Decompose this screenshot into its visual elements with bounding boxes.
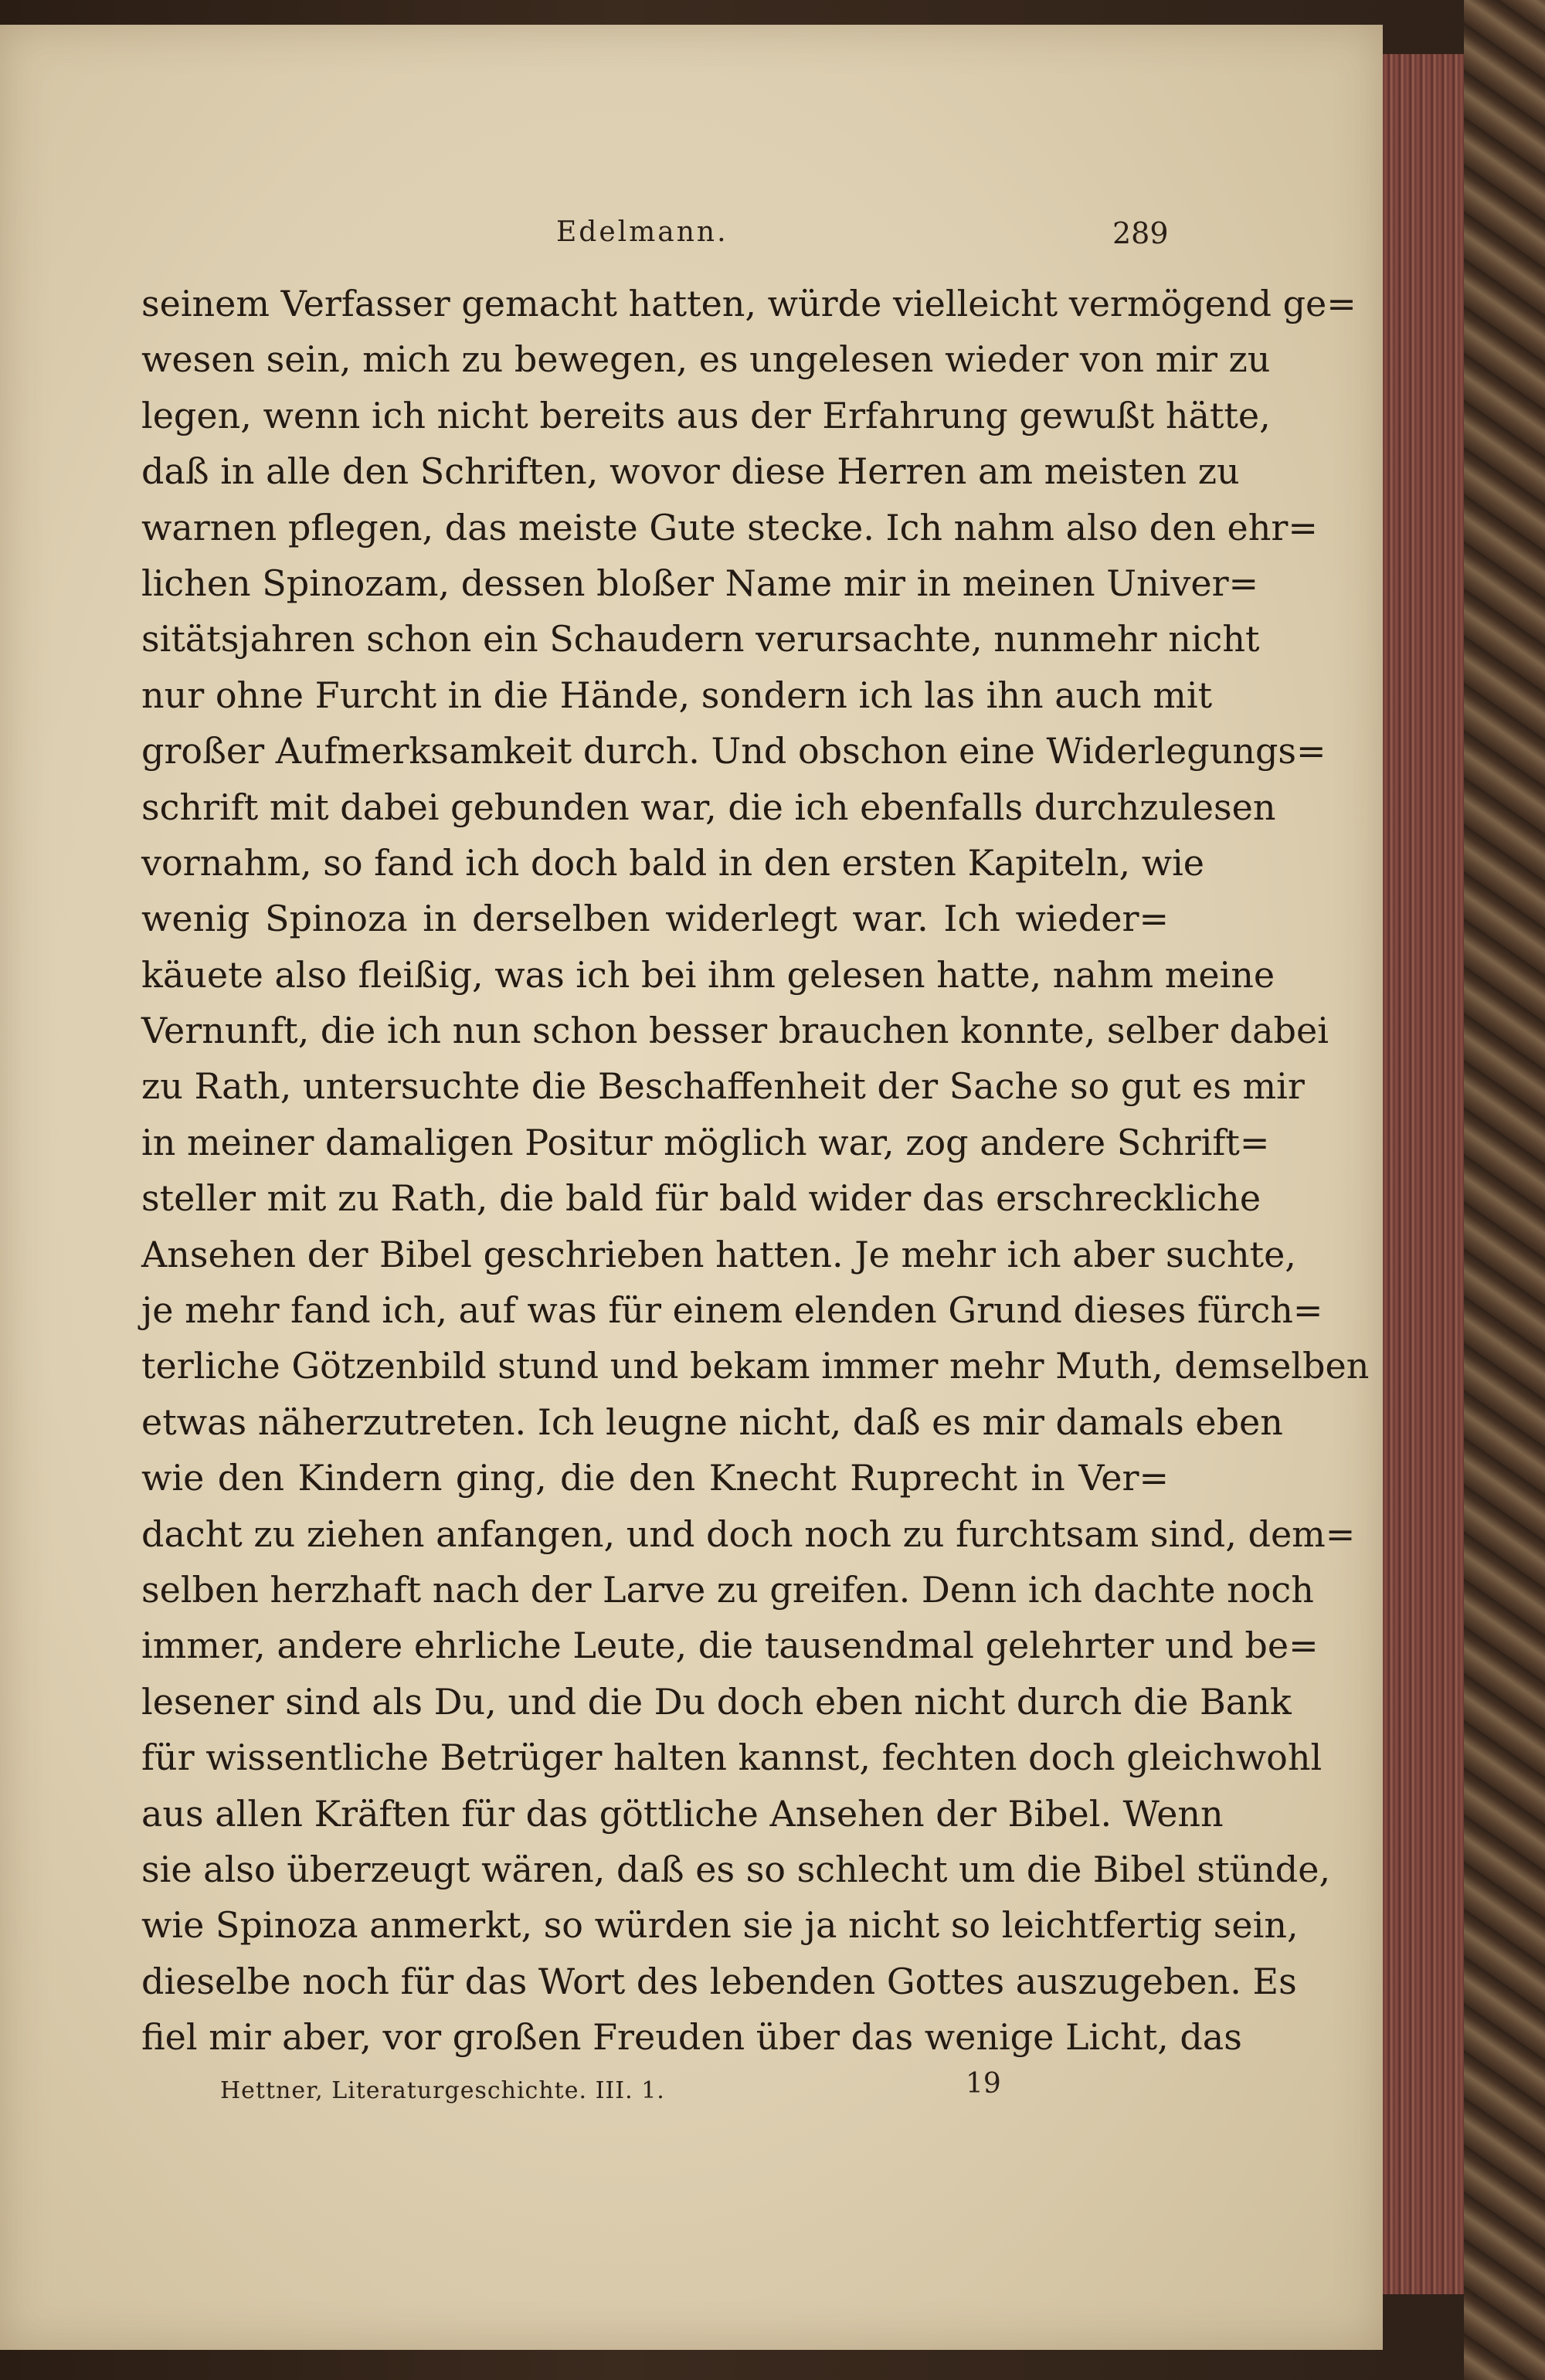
text-line: sitätsjahren schon ein Schaudern verursachte, nunmehr nicht: [141, 618, 1260, 660]
page-edges: [1383, 54, 1464, 2294]
text-line: immer, andere ehrliche Leute, die tausendmal gelehrter und be=: [141, 1625, 1319, 1667]
text-line: vornahm, so fand ich doch bald in den ersten Kapiteln, wie: [141, 841, 1205, 884]
text-line: käuete also fleißig, was ich bei ihm gelesen hatte, nahm meine: [141, 953, 1275, 996]
text-line: daß in alle den Schriften, wovor diese Herren am meisten zu: [141, 450, 1240, 493]
text-line: dieselbe noch für das Wort des lebenden Gottes auszugeben. Es: [141, 1960, 1297, 2002]
text-line: fiel mir aber, vor großen Freuden über das wenige Licht, das: [141, 2016, 1242, 2059]
text-line: Vernunft, die ich nun schon besser brauchen konnte, selber dabei: [141, 1010, 1329, 1052]
text-line: wesen sein, mich zu bewegen, es ungelesen wieder von mir zu: [141, 338, 1271, 381]
text-line: wenig Spinoza in derselben widerlegt war. Ich wieder=: [141, 898, 1169, 940]
text-line: lesener sind als Du, und die Du doch eben nicht durch die Bank: [141, 1680, 1292, 1723]
page-number: 289: [1112, 216, 1169, 250]
text-line: schrift mit dabei gebunden war, die ich ebenfalls durchzulesen: [141, 786, 1276, 828]
page-footer: [0, 2068, 1383, 2114]
text-line: etwas näherzutreten. Ich leugne nicht, daß es mir damals eben: [141, 1400, 1283, 1443]
text-line: sie also überzeugt wären, daß es so schlecht um die Bibel stünde,: [141, 1848, 1331, 1890]
text-line: selben herzhaft nach der Larve zu greifen. Denn ich dachte noch: [141, 1568, 1314, 1611]
text-line: lichen Spinozam, dessen bloßer Name mir in meinen Univer=: [141, 562, 1259, 604]
body-text: [141, 276, 1370, 2066]
signature-mark: 19: [966, 2068, 1001, 2100]
text-line: wie den Kindern ging, die den Knecht Ruprecht in Ver=: [141, 1457, 1169, 1499]
page-header: [0, 216, 1383, 263]
text-line: je mehr fand ich, auf was für einem elenden Grund dieses fürch=: [141, 1289, 1323, 1332]
text-line: aus allen Kräften für das göttliche Ansehen der Bibel. Wenn: [141, 1792, 1224, 1835]
text-line: zu Rath, untersuchte die Beschaffenheit der Sache so gut es mir: [141, 1065, 1305, 1108]
text-line: dacht zu ziehen anfangen, und doch noch zu furchtsam sind, dem=: [141, 1513, 1356, 1555]
text-line: nur ohne Furcht in die Hände, sondern ich las ihn auch mit: [141, 674, 1213, 716]
text-line: steller mit zu Rath, die bald für bald wider das erschreckliche: [141, 1177, 1261, 1220]
running-head: Edelmann.: [556, 216, 728, 248]
text-line: großer Aufmerksamkeit durch. Und obschon eine Widerlegungs=: [141, 730, 1326, 772]
text-line: seinem Verfasser gemacht hatten, würde vielleicht vermögend ge=: [141, 283, 1357, 324]
text-line: warnen pflegen, das meiste Gute stecke. Ich nahm also den ehr=: [141, 506, 1318, 548]
bibliographic-signature: Hettner, Literaturgeschichte. III. 1.: [220, 2077, 665, 2104]
text-line: wie Spinoza anmerkt, so würden sie ja nicht so leichtfertig sein,: [141, 1904, 1299, 1947]
text-line: Ansehen der Bibel geschrieben hatten. Je mehr ich aber suchte,: [141, 1233, 1296, 1275]
text-line: für wissentliche Betrüger halten kannst, fechten doch gleichwohl: [141, 1737, 1323, 1779]
marbled-cover-board: [1464, 0, 1545, 2380]
book-page: [0, 25, 1383, 2350]
text-line: in meiner damaligen Positur möglich war, zog andere Schrift=: [141, 1121, 1270, 1163]
text-line: terliche Götzenbild stund und bekam immer mehr Muth, demselben: [141, 1345, 1370, 1387]
text-line: legen, wenn ich nicht bereits aus der Erfahrung gewußt hätte,: [141, 394, 1271, 436]
